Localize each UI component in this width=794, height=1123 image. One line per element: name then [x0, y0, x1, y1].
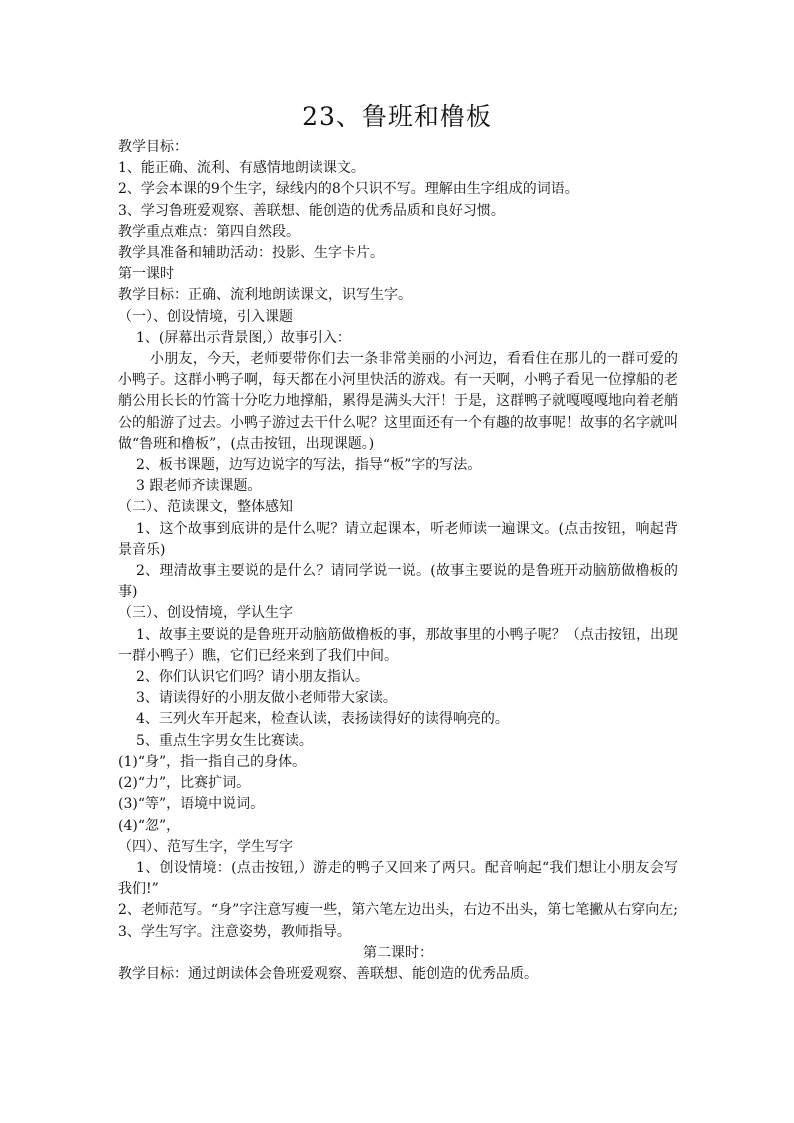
section-heading: （二）、范读课文，整体感知 [118, 499, 293, 516]
lesson-one-objective: 教学目标：正确、流利地朗读课文，识写生字。 [118, 287, 412, 304]
step-item: 2、板书课题，边写边说字的写法，指导“板”字的写法。 [136, 457, 482, 474]
step-item: 5、重点生字男女生比赛读。 [136, 732, 313, 749]
objectives-heading: 教学目标： [118, 139, 188, 155]
step-item: 3、请读得好的小朋友做小老师带大家读。 [136, 690, 397, 707]
lesson-two-heading: 第二课时： [363, 944, 433, 961]
objective-item: 2、学会本课的9个生字，绿线内的8个只识不写。理解由生字组成的词语。 [118, 181, 579, 198]
step-item: 1、故事主要说的是鲁班开动脑筋做橹板的事，那故事里的小鸭子呢？（点击按钮，出现一群小鸭子）瞧，它们已经来到了我们中间。 [118, 626, 678, 664]
character-item: (4)“忽”， [118, 817, 181, 834]
key-points-line: 教学重点难点：第四自然段。 [118, 223, 300, 240]
section-heading: （三）、创设情境，学认生字 [118, 605, 293, 622]
step-item: 1、创设情境：(点击按钮,）游走的鸭子又回来了两只。配音响起“我们想让小朋友会写我们!” [118, 859, 678, 898]
character-item: (1)“身”，指一指自己的身体。 [118, 753, 307, 770]
step-item: 1、这个故事到底讲的是什么呢？请立起课本，听老师读一遍课文。(点击按钮，响起背景音乐) [118, 520, 678, 558]
story-paragraph: 小朋友，今天，老师要带你们去一条非常美丽的小河边，看看住在那儿的一群可爱的小鸭子。这群小鸭子啊，每天都在小河里快活的游戏。有一天啊，小鸭子看见一位撑船的老艄公用长长的竹篙十分吃力地撑船，累得是满头大汗！于是，这群鸭子就嘎嘎嘎地向着老艄公的船游了过去。小鸭子游过去干什么呢？这里面还有一个有趣的故事呢！故事的名字就叫做“鲁班和橹板”，(点击按钮，出现课题。) [118, 351, 678, 452]
lesson-two-objective: 教学目标：通过朗读体会鲁班爱观察、善联想、能创造的优秀品质。 [118, 965, 538, 982]
lesson-one-heading: 第一课时 [118, 266, 174, 283]
step-item: 3 跟老师齐读课题。 [136, 478, 262, 495]
objective-item: 1、能正确、流利、有感情地朗读课文。 [118, 160, 365, 177]
step-item: 2、你们认识它们吗？请小朋友指认。 [136, 669, 369, 686]
step-item: 2、老师范写。“身”字注意写瘦一些，第六笔左边出头，右边不出头，第七笔撇从右穿向左; [118, 902, 678, 919]
section-heading: （四）、范写生字，学生写字 [118, 838, 293, 855]
step-item: 2、理清故事主要说的是什么？请同学说一说。(故事主要说的是鲁班开动脑筋做橹板的事) [118, 563, 678, 601]
materials-line: 教学具准备和辅助活动：投影、生字卡片。 [118, 245, 384, 262]
document-body [118, 137, 678, 985]
section-heading: （一）、创设情境，引入课题 [118, 308, 293, 325]
character-item: (2)“力”，比赛扩词。 [118, 775, 251, 792]
step-item: 1、(屏幕出示背景图,）故事引入： [136, 329, 351, 346]
character-item: (3)“等”，语境中说词。 [118, 796, 265, 813]
step-item: 3、学生写字。注意姿势，教师指导。 [118, 923, 351, 940]
objective-item: 3、学习鲁班爱观察、善联想、能创造的优秀品质和良好习惯。 [118, 202, 505, 219]
page-title: 23、鲁班和橹板 [302, 102, 492, 131]
step-item: 4、三列火车开起来，检查认读，表扬读得好的读得响亮的。 [136, 711, 509, 728]
